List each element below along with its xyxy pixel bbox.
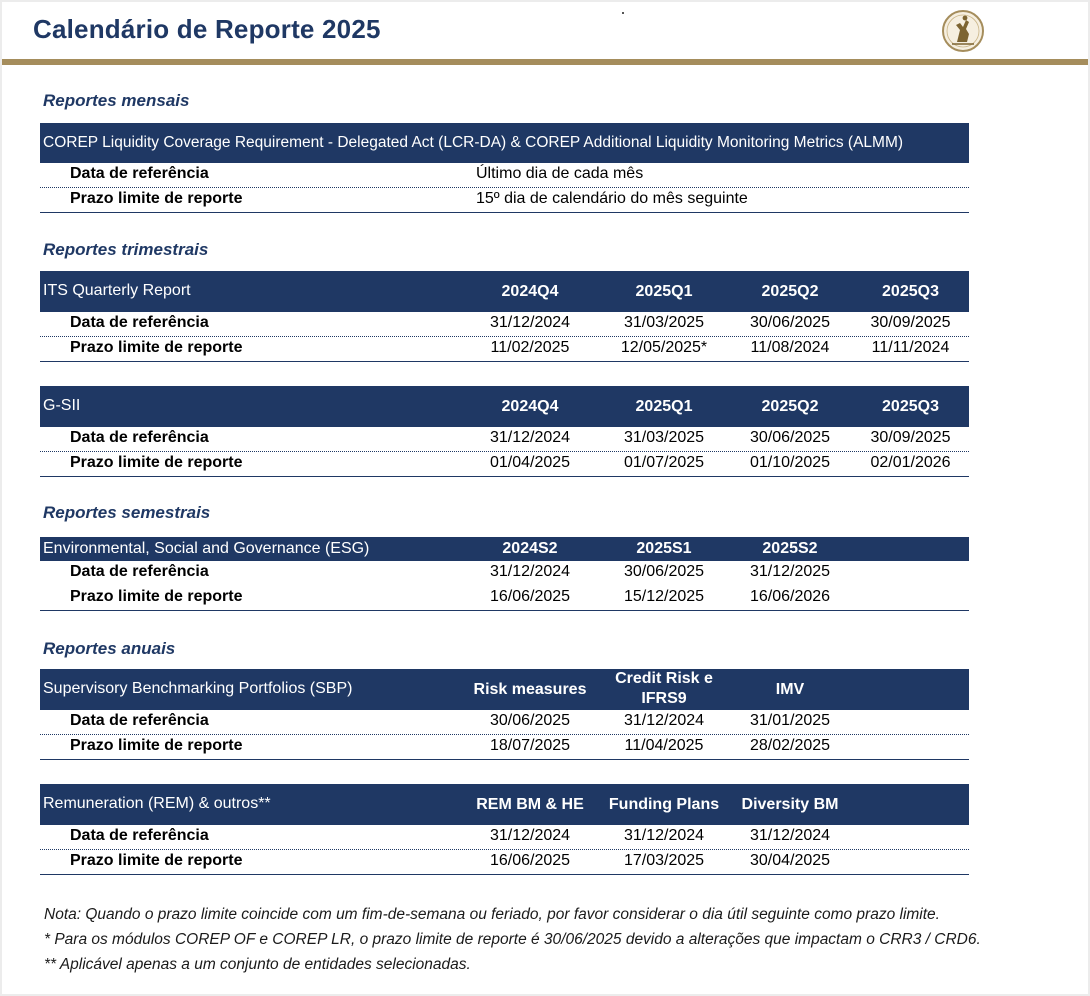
section-title-annual: Reportes anuais	[43, 639, 176, 658]
table-cell: 11/11/2024	[871, 339, 950, 356]
lcr-ref-value: Último dia de cada mês	[476, 165, 644, 182]
table-header-esg	[40, 537, 969, 561]
table-lcr	[40, 123, 969, 213]
table-cell: 16/06/2025	[489, 588, 571, 605]
row-label-ref-date: Data de referência	[70, 827, 209, 844]
row-label-deadline: Prazo limite de reporte	[70, 190, 243, 207]
table-header-lcr	[40, 123, 969, 163]
column-header: 2025Q1	[635, 398, 693, 415]
header-dot	[622, 12, 624, 14]
table-cell: 18/07/2025	[489, 737, 571, 754]
table-cell: 31/03/2025	[623, 314, 705, 331]
row-label-deadline: Prazo limite de reporte	[70, 454, 243, 471]
table-cell: 31/12/2024	[489, 563, 571, 580]
row-label-deadline: Prazo limite de reporte	[70, 339, 243, 356]
table-name-its: ITS Quarterly Report	[43, 282, 191, 299]
table-name-esg: Environmental, Social and Governance (ESG)	[43, 540, 370, 557]
table-header-sbp	[40, 669, 969, 710]
column-header: 2025Q2	[761, 398, 819, 415]
page	[2, 2, 1088, 994]
column-header: IMV	[775, 681, 805, 698]
column-header: Diversity BM	[741, 796, 839, 813]
section-title-monthly: Reportes mensais	[43, 91, 190, 110]
footnotes	[44, 902, 981, 977]
table-cell: 16/06/2026	[749, 588, 831, 605]
row-label-ref-date: Data de referência	[70, 165, 209, 182]
table-row-ref-date	[40, 163, 969, 188]
row-label-ref-date: Data de referência	[70, 314, 209, 331]
table-cell: 11/02/2025	[490, 339, 570, 356]
column-header: Credit Risk e IFRS9	[615, 670, 713, 707]
table-name-lcr: COREP Liquidity Coverage Requirement - Delegated Act (LCR-DA) & COREP Additional Liquidity Monitoring Metrics (ALMM)	[43, 134, 904, 151]
table-esg	[40, 537, 969, 611]
table-cell: 30/06/2025	[623, 563, 705, 580]
column-header: 2025Q2	[761, 283, 819, 300]
table-cell: 30/06/2025	[749, 429, 831, 446]
footnote-note: Nota: Quando o prazo limite coincide com um fim-de-semana ou feriado, por favor considerar o dia útil seguinte como prazo limite.	[44, 906, 940, 923]
table-name-sbp: Supervisory Benchmarking Portfolios (SBP)	[43, 680, 353, 697]
column-header: 2024Q4	[501, 283, 559, 300]
table-cell: 31/03/2025	[623, 429, 705, 446]
table-row-deadline	[40, 188, 969, 213]
page-title: Calendário de Reporte 2025	[33, 14, 381, 44]
table-row-deadline	[40, 850, 969, 875]
row-label-ref-date: Data de referência	[70, 429, 209, 446]
row-label-deadline: Prazo limite de reporte	[70, 588, 243, 605]
table-cell: 17/03/2025	[623, 852, 705, 869]
bank-logo-icon	[938, 8, 988, 54]
table-row-deadline	[40, 735, 969, 760]
table-name-rem: Remuneration (REM) & outros**	[43, 795, 271, 812]
table-cell: 31/12/2024	[489, 827, 571, 844]
footnote-double-asterisk: ** Aplicável apenas a um conjunto de entidades selecionadas.	[44, 956, 471, 973]
table-gsii	[40, 386, 969, 477]
column-header: REM BM & HE	[476, 796, 584, 813]
table-cell: 30/09/2025	[870, 429, 951, 446]
table-cell: 01/04/2025	[489, 454, 571, 471]
table-row-ref-date	[40, 427, 969, 452]
row-label-ref-date: Data de referência	[70, 712, 209, 729]
column-header: 2025Q3	[882, 398, 939, 415]
table-cell: 28/02/2025	[749, 737, 831, 754]
table-cell: 31/12/2024	[489, 429, 571, 446]
table-row-ref-date	[40, 312, 969, 337]
column-header: 2024S2	[502, 540, 558, 557]
table-cell: 11/04/2025	[624, 737, 704, 754]
column-header: 2025S2	[762, 540, 818, 557]
table-cell: 31/12/2024	[749, 827, 831, 844]
table-sbp	[40, 669, 969, 760]
table-cell: 11/08/2024	[750, 339, 830, 356]
table-header-gsii	[40, 386, 969, 427]
table-cell: 31/12/2024	[623, 827, 705, 844]
table-cell: 30/09/2025	[870, 314, 951, 331]
table-row-ref-date	[40, 561, 969, 586]
table-cell: 01/07/2025	[623, 454, 705, 471]
column-header: 2025Q3	[882, 283, 939, 300]
table-row-deadline	[40, 586, 969, 611]
table-cell: 30/04/2025	[749, 852, 831, 869]
table-header-rem	[40, 784, 969, 825]
footnote-asterisk: * Para os módulos COREP OF e COREP LR, o prazo limite de reporte é 30/06/2025 devido a alterações que impactam o CRR3 / CRD6.	[44, 931, 981, 948]
table-cell: 12/05/2025*	[620, 339, 708, 356]
table-cell: 30/06/2025	[749, 314, 831, 331]
table-header-its	[40, 271, 969, 312]
row-label-deadline: Prazo limite de reporte	[70, 737, 243, 754]
lcr-deadline-value: 15º dia de calendário do mês seguinte	[476, 190, 748, 207]
table-row-deadline	[40, 452, 969, 477]
table-cell: 31/12/2024	[489, 314, 571, 331]
table-cell: 31/12/2025	[749, 563, 831, 580]
section-title-semiannual: Reportes semestrais	[43, 503, 211, 522]
table-cell: 02/01/2026	[870, 454, 951, 471]
table-row-ref-date	[40, 710, 969, 735]
table-cell: 31/12/2024	[623, 712, 705, 729]
column-header: Risk measures	[473, 681, 587, 698]
table-cell: 31/01/2025	[749, 712, 831, 729]
table-cell: 16/06/2025	[489, 852, 571, 869]
row-label-deadline: Prazo limite de reporte	[70, 852, 243, 869]
column-header: Funding Plans	[608, 796, 720, 813]
table-cell: 01/10/2025	[749, 454, 831, 471]
table-row-deadline	[40, 337, 969, 362]
row-label-ref-date: Data de referência	[70, 563, 209, 580]
section-title-quarterly: Reportes trimestrais	[43, 240, 209, 259]
column-header: 2025Q1	[635, 283, 693, 300]
header-rule	[2, 59, 1088, 65]
table-cell: 15/12/2025	[623, 588, 705, 605]
table-name-gsii: G-SII	[43, 397, 81, 414]
table-cell: 30/06/2025	[489, 712, 571, 729]
column-header: 2025S1	[636, 540, 692, 557]
page-header	[2, 2, 1088, 60]
column-header: 2024Q4	[501, 398, 559, 415]
table-its	[40, 271, 969, 362]
table-row-ref-date	[40, 825, 969, 850]
table-rem	[40, 784, 969, 875]
